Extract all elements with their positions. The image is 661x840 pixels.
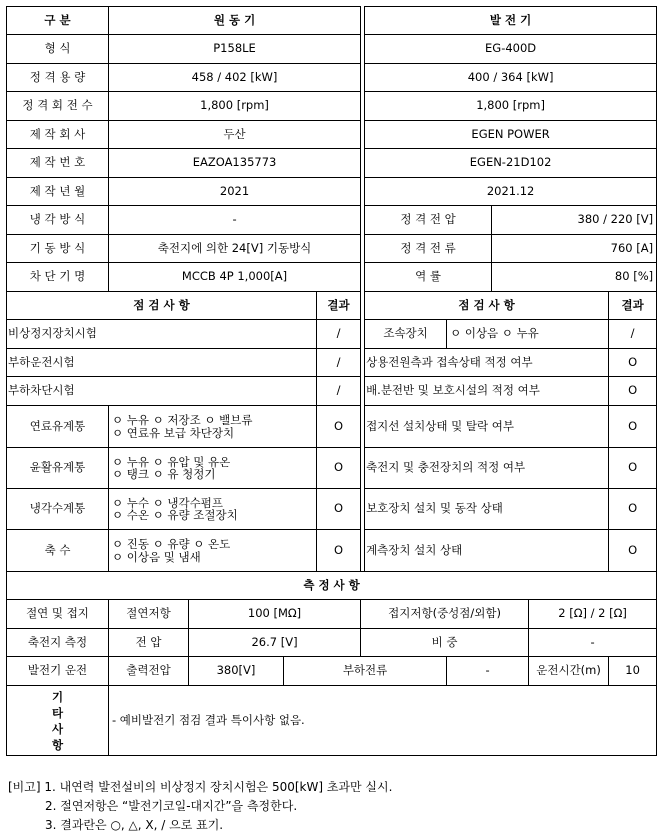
measurement-header-row xyxy=(7,572,657,600)
gubun-header: 구 분 xyxy=(7,7,109,35)
spec-row: 제 작 번 호 EAZOA135773 EGEN-21D102 xyxy=(7,149,657,178)
inspection-form xyxy=(6,6,657,756)
result-header-right: 결과 xyxy=(609,292,657,320)
spec-row: 정 격 회 전 수 1,800 [rpm] 1,800 [rpm] xyxy=(7,92,657,121)
result-header-left: 결과 xyxy=(317,292,361,320)
measurement-row: 축전지 측정 전 압 26.7 [V] 비 중 - xyxy=(7,629,657,657)
spec-header-row xyxy=(7,7,657,35)
inspection-row: 비상정지장치시험 / 조속장치 ㅇ 이상음 ㅇ 누유 / xyxy=(7,320,657,349)
remarks-label: 기 타 사 항 xyxy=(7,686,109,756)
spec-row: 제 작 년 월 2021 2021.12 xyxy=(7,178,657,206)
inspection-row: 냉각수계통 ㅇ 누수 ㅇ 냉각수펌프 ㅇ 수온 ㅇ 유량 조절장치 O 보호장치 설치 및 동작 상태 O xyxy=(7,489,657,530)
note-line: [비고] 1. 내연력 발전설비의 비상정지 장치시험은 500[kW] 초과만 실시. xyxy=(8,780,393,794)
spec-row: 기 동 방 식 축전지에 의한 24[V] 기동방식 정 격 전 류 760 [A] xyxy=(7,235,657,263)
generator-header: 발 전 기 xyxy=(365,7,657,35)
inspection-row: 윤활유계통 ㅇ 누유 ㅇ 유압 및 유온 ㅇ 탱크 ㅇ 유 청정기 O 축전지 및 충전장치의 적정 여부 O xyxy=(7,448,657,489)
inspection-title-right: 점 검 사 항 xyxy=(365,292,609,320)
measurement-row: 발전기 운전 출력전압 380[V] 부하전류 - 운전시간(m) 10 xyxy=(7,657,657,686)
spec-row: 형 식 P158LE EG-400D xyxy=(7,35,657,64)
inspection-row: 부하운전시험 / 상용전원측과 접속상태 적정 여부 O xyxy=(7,349,657,377)
engine-header: 원 동 기 xyxy=(109,7,361,35)
inspection-row: 연료유계통 ㅇ 누유 ㅇ 저장조 ㅇ 밸브류 ㅇ 연료유 보급 차단장치 O 접지선 설치상태 및 탈락 여부 O xyxy=(7,406,657,448)
spec-row: 냉 각 방 식 - 정 격 전 압 380 / 220 [V] xyxy=(7,206,657,235)
remarks-row xyxy=(7,686,657,756)
inspection-title-left: 점 검 사 항 xyxy=(7,292,317,320)
inspection-table xyxy=(6,6,657,756)
note-line: 3. 결과란은 ○, △, X, / 으로 표기. xyxy=(45,818,224,832)
spec-row: 제 작 회 사 두산 EGEN POWER xyxy=(7,121,657,149)
spec-row: 차 단 기 명 MCCB 4P 1,000[A] 역 률 80 [%] xyxy=(7,263,657,292)
note-line: 2. 절연저항은 “발전기코일-대지간”을 측정한다. xyxy=(45,799,298,813)
inspection-row: 부하차단시험 / 배.분전반 및 보호시설의 적정 여부 O xyxy=(7,377,657,406)
measurement-title: 측 정 사 항 xyxy=(7,572,657,600)
measurement-row: 절연 및 접지 절연저항 100 [MΩ] 접지저항(중성점/외함) 2 [Ω] / 2 [Ω] xyxy=(7,600,657,629)
spec-row: 정 격 용 량 458 / 402 [kW] 400 / 364 [kW] xyxy=(7,64,657,92)
notes xyxy=(8,778,392,835)
inspection-header-row xyxy=(7,292,657,320)
inspection-row: 축 수 ㅇ 진동 ㅇ 유량 ㅇ 온도 ㅇ 이상음 및 냄새 O 계측장치 설치 상태 O xyxy=(7,530,657,572)
remarks-text: - 예비발전기 점검 결과 특이사항 없음. xyxy=(109,686,657,756)
